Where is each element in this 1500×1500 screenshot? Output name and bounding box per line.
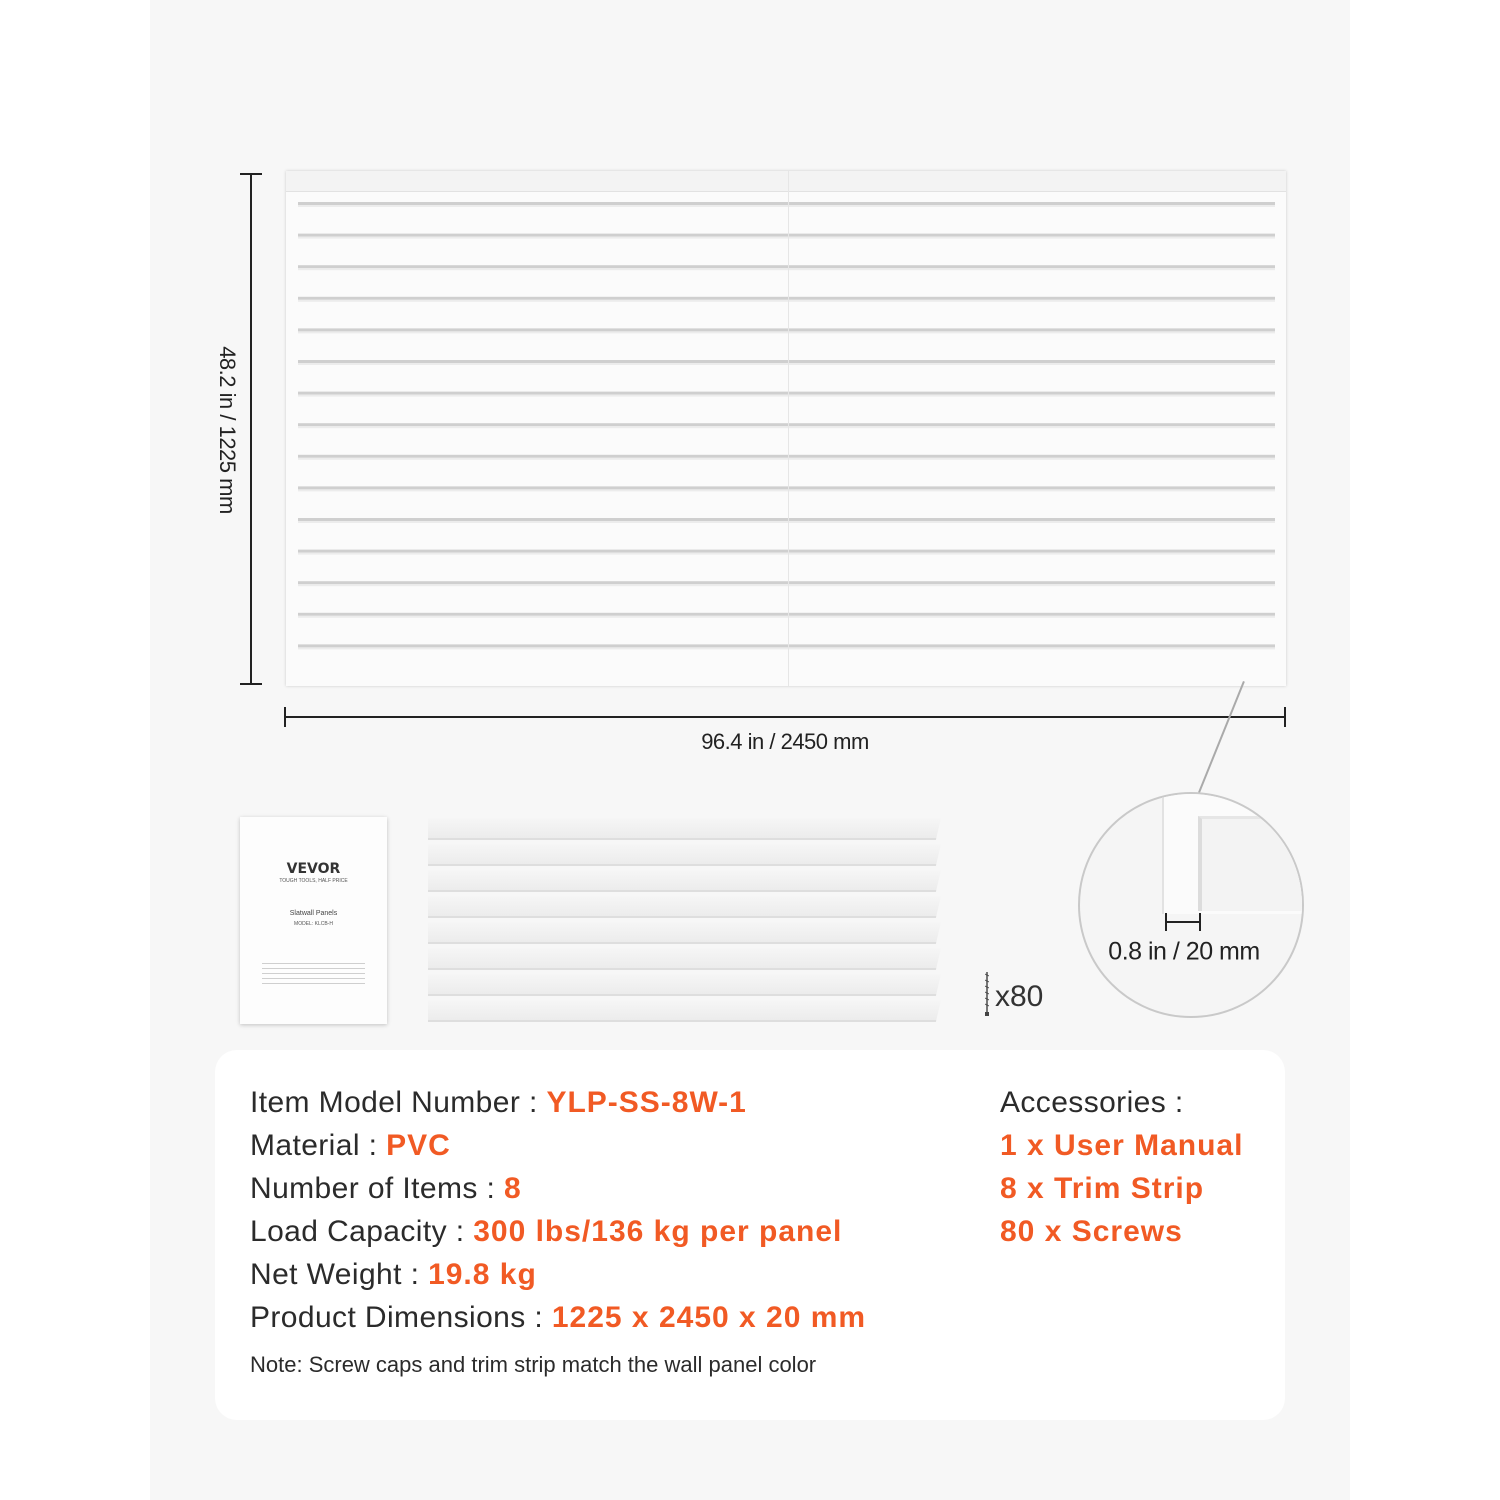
height-dimension-label: 48.2 in / 1225 mm xyxy=(215,346,240,514)
manual-text-line xyxy=(262,968,365,969)
spec-material xyxy=(250,1129,451,1163)
manual-text-line xyxy=(262,978,365,979)
color-note: Note: Screw caps and trim strip match the wall panel color xyxy=(250,1352,817,1377)
width-dimension-cap-right xyxy=(1284,707,1286,727)
panel-groove xyxy=(298,392,1275,395)
trim-strip xyxy=(428,818,941,840)
panel-groove-shadow xyxy=(298,331,1275,333)
accessory-item-manual: 1 x User Manual xyxy=(1000,1129,1244,1162)
spec-value: 8 xyxy=(503,1172,522,1205)
panel-seam xyxy=(788,171,789,686)
panel-groove xyxy=(298,581,1275,584)
panel-groove xyxy=(298,644,1275,647)
spec-label: Load Capacity : xyxy=(250,1215,474,1248)
panel-groove xyxy=(298,297,1275,300)
user-manual-image xyxy=(240,817,387,1024)
manual-subtitle-line xyxy=(240,890,387,895)
panel-groove xyxy=(298,328,1275,331)
panel-groove-shadow xyxy=(298,395,1275,397)
panel-groove xyxy=(298,265,1275,268)
spec-product-dimensions xyxy=(250,1301,866,1335)
width-dimension-line xyxy=(285,716,1285,718)
panel-groove-shadow xyxy=(298,647,1275,649)
trim-strip xyxy=(428,922,941,944)
spec-number-of-items xyxy=(250,1172,522,1206)
panel-groove xyxy=(298,423,1275,426)
panel-groove xyxy=(298,486,1275,489)
spec-value: PVC xyxy=(386,1129,451,1162)
panel-groove-shadow xyxy=(298,584,1275,586)
panel-groove xyxy=(298,455,1275,458)
panel-groove-shadow xyxy=(298,426,1275,428)
spec-label: Material : xyxy=(250,1129,387,1162)
spec-value: YLP-SS-8W-1 xyxy=(546,1086,747,1119)
manual-model: MODEL: KLCB-H xyxy=(294,921,333,927)
thickness-dimension-label: 0.8 in / 20 mm xyxy=(1108,937,1260,966)
manual-text-line xyxy=(262,983,365,984)
panel-groove-shadow xyxy=(298,300,1275,302)
panel-groove xyxy=(298,613,1275,616)
panel-groove xyxy=(298,202,1275,205)
zoom-trim-profile xyxy=(1198,816,1304,911)
panel-groove-shadow xyxy=(298,521,1275,523)
thickness-dimension-cap-left xyxy=(1165,913,1167,931)
panel-groove xyxy=(298,360,1275,363)
manual-text-line xyxy=(262,973,365,974)
trim-strip xyxy=(428,870,941,892)
height-dimension-cap-bottom xyxy=(240,683,262,685)
trim-strip xyxy=(428,844,941,866)
panel-groove-shadow xyxy=(298,458,1275,460)
panel-groove xyxy=(298,550,1275,553)
trim-strip xyxy=(428,974,941,996)
thickness-dimension-cap-right xyxy=(1199,913,1201,931)
trim-strip xyxy=(428,896,941,918)
screw-icon xyxy=(985,972,989,1016)
spec-label: Net Weight : xyxy=(250,1258,429,1291)
spec-value: 1225 x 2450 x 20 mm xyxy=(551,1301,867,1334)
panel-groove-shadow xyxy=(298,363,1275,365)
spec-label: Number of Items : xyxy=(250,1172,504,1205)
manual-brand-logo: VEVOR xyxy=(286,861,341,877)
spec-load-capacity xyxy=(250,1215,842,1249)
thickness-zoom-circle xyxy=(1078,792,1304,1018)
panel-groove-shadow xyxy=(298,616,1275,618)
spec-model-number xyxy=(250,1086,747,1120)
manual-tagline: TOUGH TOOLS, HALF PRICE xyxy=(279,878,348,884)
thickness-dimension-line xyxy=(1166,921,1200,923)
panel-groove-shadow xyxy=(298,205,1275,207)
accessory-item-screws: 80 x Screws xyxy=(1000,1215,1183,1248)
trim-strip xyxy=(428,1000,941,1022)
spec-label: Product Dimensions : xyxy=(250,1301,552,1334)
spec-label: Item Model Number : xyxy=(250,1086,547,1119)
spec-net-weight xyxy=(250,1258,537,1292)
accessory-item-trim-strip: 8 x Trim Strip xyxy=(1000,1172,1205,1205)
panel-groove-shadow xyxy=(298,268,1275,270)
manual-text-line xyxy=(262,963,365,964)
spec-value: 300 lbs/136 kg per panel xyxy=(473,1215,843,1248)
width-dimension-label: 96.4 in / 2450 mm xyxy=(701,729,869,754)
panel-groove-shadow xyxy=(298,489,1275,491)
screw-count-label: x80 xyxy=(995,980,1044,1013)
trim-strip xyxy=(428,948,941,970)
panel-slat-grooves xyxy=(286,171,1286,686)
accessories-heading: Accessories : xyxy=(1000,1086,1184,1119)
width-dimension-cap-left xyxy=(284,707,286,727)
slatwall-panel xyxy=(286,171,1286,686)
panel-groove-shadow xyxy=(298,237,1275,239)
height-dimension-line xyxy=(250,174,252,684)
panel-groove-shadow xyxy=(298,553,1275,555)
panel-groove xyxy=(298,518,1275,521)
spec-value: 19.8 kg xyxy=(428,1258,537,1291)
height-dimension-cap-top xyxy=(240,173,262,175)
panel-groove xyxy=(298,234,1275,237)
manual-title: Slatwall Panels xyxy=(289,910,338,917)
